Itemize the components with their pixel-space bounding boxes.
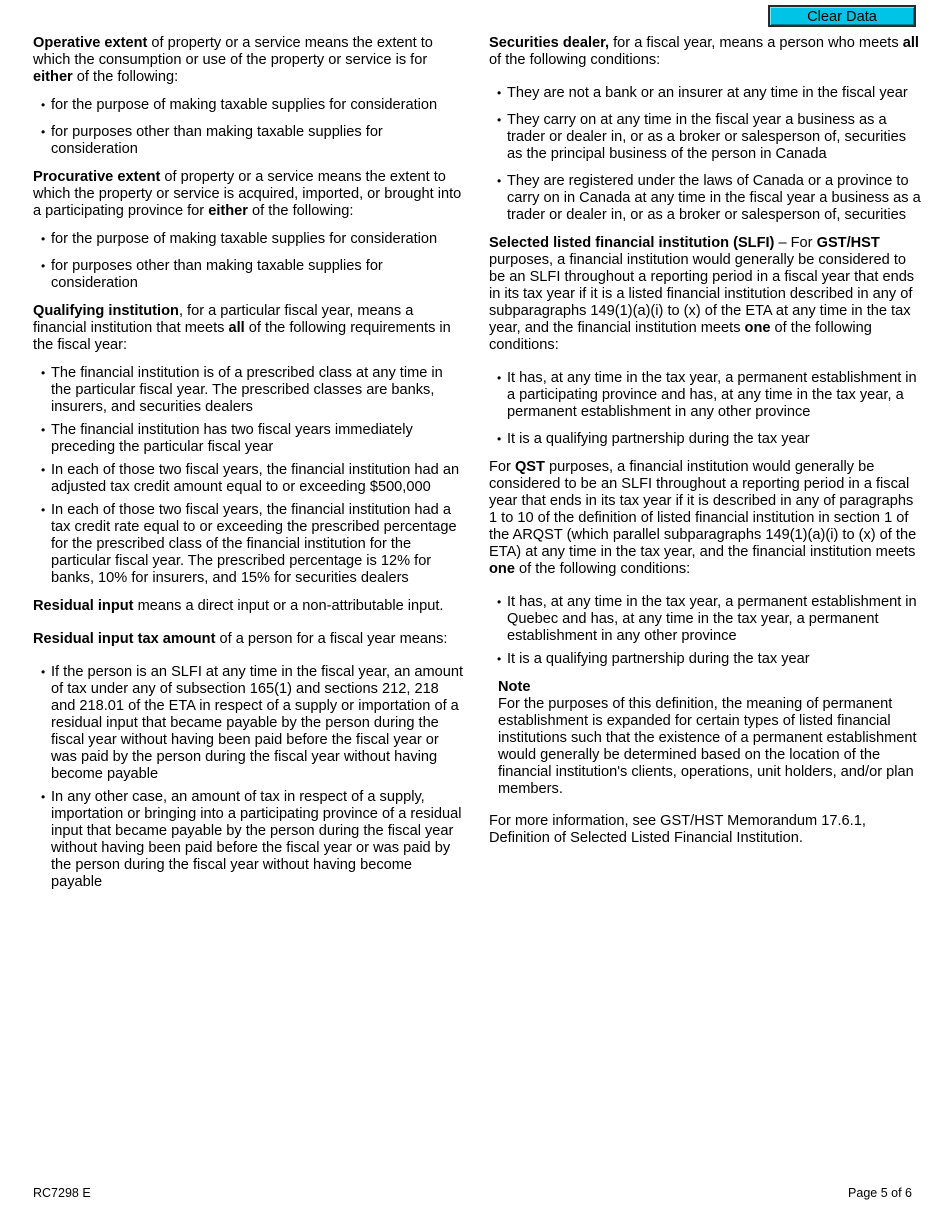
- list-item: • In each of those two fiscal years, the financial institution had an adjusted tax credit amount equal to or exceeding $500,000: [33, 462, 465, 496]
- list-item: • It is a qualifying partnership during the tax year: [489, 431, 921, 448]
- slfi-gst-list: [489, 370, 921, 448]
- list-item: • They are registered under the laws of Canada or a province to carry on in Canada at any time in the fiscal year a business as a trader or dealer in, or as a broker or salesperson of, securities: [489, 173, 921, 224]
- residual-input-definition: Residual input means a direct input or a non-attributable input.: [33, 598, 444, 614]
- list-item: • It has, at any time in the tax year, a permanent establishment in Quebec and has, at any time in the tax year, a permanent establishment in any other province: [489, 594, 921, 645]
- list-item: • It is a qualifying partnership during the tax year: [489, 651, 921, 668]
- securities-dealer-list: [489, 85, 921, 224]
- form-code: RC7298 E: [33, 1186, 91, 1200]
- term: Operative extent: [33, 35, 148, 51]
- procurative-extent-definition: Procurative extent of property or a service means the extent to which the property or service is acquired, imported, or brought into a participating province for either of the following:: [33, 169, 462, 219]
- list-item: • They carry on at any time in the fiscal year a business as a trader or dealer in, or as a broker or salesperson of, securities as the principal business of the person in Canada: [489, 112, 921, 163]
- list-item: • If the person is an SLFI at any time in the fiscal year, an amount of tax under any of subsection 165(1) and sections 212, 218 and 218.01 of the ETA in respect of a supply or importation of a residual input that became payable by the person during the fiscal year without having been paid before the fiscal year or was paid by the person during the fiscal year without having become payable: [33, 664, 465, 783]
- page-number: Page 5 of 6: [848, 1186, 912, 1200]
- list-item: • The financial institution is of a prescribed class at any time in the particular fiscal year. The prescribed classes are banks, insurers, and securities dealers: [33, 365, 465, 416]
- residual-input-tax-definition: Residual input tax amount of a person for a fiscal year means:: [33, 631, 448, 647]
- note-block: [489, 679, 921, 798]
- list-item: • The financial institution has two fiscal years immediately preceding the particular fiscal year: [33, 422, 465, 456]
- clear-data-button[interactable]: Clear Data: [768, 5, 916, 27]
- operative-extent-list: [33, 97, 465, 158]
- list-item: • for purposes other than making taxable supplies for consideration: [33, 124, 465, 158]
- term: Qualifying institution: [33, 303, 179, 319]
- securities-dealer-definition: Securities dealer, for a fiscal year, means a person who meets all of the following conditions:: [489, 35, 919, 68]
- qst-paragraph: For QST purposes, a financial institution would generally be considered to be an SLFI throughout a reporting period in a fiscal year that ends in its tax year if it is described in any of paragraphs 1 to 10 of the definition of listed financial institution in section 1 of the ARQST (which parallel subparagraphs 149(1)(a)(i) to (x) of the ETA) at any time in the tax year, and the financial institution meets one of the following conditions:: [489, 459, 917, 577]
- list-item: • for the purpose of making taxable supplies for consideration: [33, 231, 465, 248]
- list-item: • for the purpose of making taxable supplies for consideration: [33, 97, 465, 114]
- right-column: [489, 35, 921, 858]
- list-item: • It has, at any time in the tax year, a permanent establishment in a participating province and has, at any time in the tax year, a permanent establishment in any other province: [489, 370, 921, 421]
- list-item: • They are not a bank or an insurer at any time in the fiscal year: [489, 85, 921, 102]
- list-item: • In any other case, an amount of tax in respect of a supply, importation or bringing into a participating province of a residual input that became payable by the person during the fiscal year without having been paid before the fiscal year or was paid by the person during the fiscal year without having become payable: [33, 789, 465, 891]
- operative-extent-definition: Operative extent of property or a service means the extent to which the consumption or use of the property or service is for either of the following:: [33, 35, 433, 85]
- note-title: Note: [498, 679, 531, 695]
- qualifying-institution-list: [33, 365, 465, 587]
- term: Procurative extent: [33, 169, 161, 185]
- qualifying-institution-definition: Qualifying institution, for a particular fiscal year, means a financial institution that meets all of the following requirements in the fiscal year:: [33, 303, 451, 353]
- slfi-qst-list: [489, 594, 921, 668]
- term: Securities dealer,: [489, 35, 610, 51]
- term: Selected listed financial institution (SLFI): [489, 235, 775, 251]
- left-column: [33, 35, 465, 902]
- slfi-definition: Selected listed financial institution (SLFI) – For GST/HST purposes, a financial institution would generally be considered to be an SLFI throughout a reporting period in a fiscal year that ends in its tax year if it is a listed financial institution described in any of subparagraphs 149(1)(a)(i) to (x) of the ETA at any time in the tax year, and the financial institution meets one of the following conditions:: [489, 235, 915, 353]
- procurative-extent-list: [33, 231, 465, 292]
- term: Residual input: [33, 598, 134, 614]
- note-text: For the purposes of this definition, the meaning of permanent establishment is expanded for certain types of listed financial institutions such that the existence of a permanent establishment would generally be determined based on the location of the financial institution's clients, operations, unit holders, and/or plan members.: [498, 696, 917, 797]
- list-item: • In each of those two fiscal years, the financial institution had a tax credit rate equal to or exceeding the prescribed percentage for the prescribed class of the financial institution for the particular fiscal year. The prescribed percentage is 12% for banks, 10% for insurers, and 15% for securities dealers: [33, 502, 465, 587]
- more-info-paragraph: For more information, see GST/HST Memorandum 17.6.1, Definition of Selected Listed Financial Institution.: [489, 813, 866, 846]
- list-item: • for purposes other than making taxable supplies for consideration: [33, 258, 465, 292]
- residual-input-tax-list: [33, 664, 465, 891]
- term: Residual input tax amount: [33, 631, 216, 647]
